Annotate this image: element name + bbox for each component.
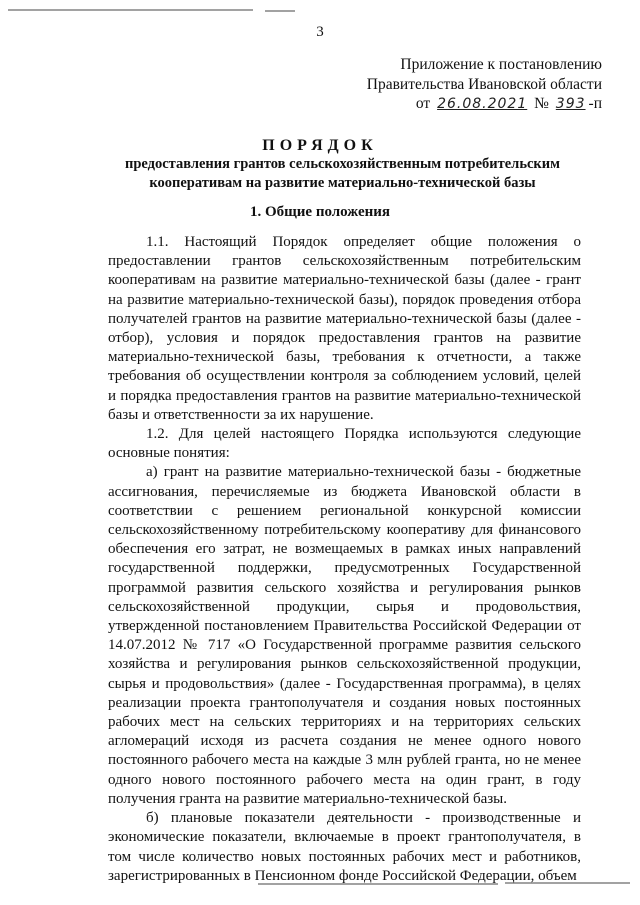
scan-artifact-top-left (8, 9, 253, 11)
document-subtitle: предоставления грантов сельскохозяйственным потребительским кооперативам на развитие материально-технической базы (124, 156, 561, 191)
page-number: 3 (316, 24, 324, 40)
date-prefix: от (415, 95, 431, 112)
handwritten-number: 393 (555, 96, 586, 112)
document-body (108, 233, 581, 886)
paragraph-1-2: 1.2. Для целей настоящего Порядка используются следующие основные понятия: (108, 426, 581, 462)
paragraph-a: а) грант на развитие материально-технической базы - бюджетные ассигнования, перечисляемые из бюджета Ивановской области в соответствии с решением региональной конкурсной комиссии сельскохозяйственному потребительскому кооперативу для финансового обеспечения его затрат, не возмещаемых в рамках иных направлений государственной поддержки, предусмотренных Государственной программой развития сельского хозяйства и регулирования рынков сельскохозяйственной продукции, сырья и продовольствия, утвержденной постановлением Правительства Российской Федерации от 14.07.2012 № 717 «О Государственной программе развития сельского хозяйства и регулирования рынков сельскохозяйственной продукции, сырья и продовольствия» (далее - Государственная программа), в целях реализации проекта грантополучателя и создания новых постоянных рабочих мест на сельских территориях и на территориях сельских агломераций исходя из расчета создания не менее одного нового постоянного рабочего места на каждые 3 млн рублей гранта, но не менее одного нового постоянного рабочего места на один грант, в году получения гранта на развитие материально-технической базы. (108, 464, 581, 807)
number-prefix: № (534, 95, 549, 112)
appendix-line-1: Приложение к постановлению (400, 56, 602, 73)
scan-artifact-top-right (265, 10, 295, 12)
handwritten-date: 26.08.2021 (437, 96, 528, 112)
appendix-line-2: Правительства Ивановской области (366, 75, 602, 93)
document-title: ПОРЯДОК (262, 137, 378, 154)
appendix-date-number (340, 94, 602, 115)
section-heading: 1. Общие положения (249, 204, 391, 220)
paragraph-b: б) плановые показатели деятельности - производственные и экономические показатели, включаемые в проект грантополучателя, в том числе количество новых постоянных рабочих мест и работников, зарегистрированных в Пенсионном фонде Российской Федерации, объем (108, 810, 581, 884)
paragraph-1-1: 1.1. Настоящий Порядок определяет общие положения о предоставлении грантов сельскохозяйственным потребительским кооперативам на развитие материально-технической базы (далее - грант на развитие материально-технической базы), порядок проведения отбора получателей грантов на развитие материально-технической базы (далее - отбор), условия и порядок предоставления грантов на развитие материально-технической базы, требования к отчетности, а также требования об осуществлении контроля за соблюдением условий, целей и порядка предоставления грантов на развитие материально-технической базы и ответственности за их нарушение. (108, 234, 581, 423)
appendix-block (340, 55, 602, 115)
number-suffix: -п (588, 95, 602, 112)
